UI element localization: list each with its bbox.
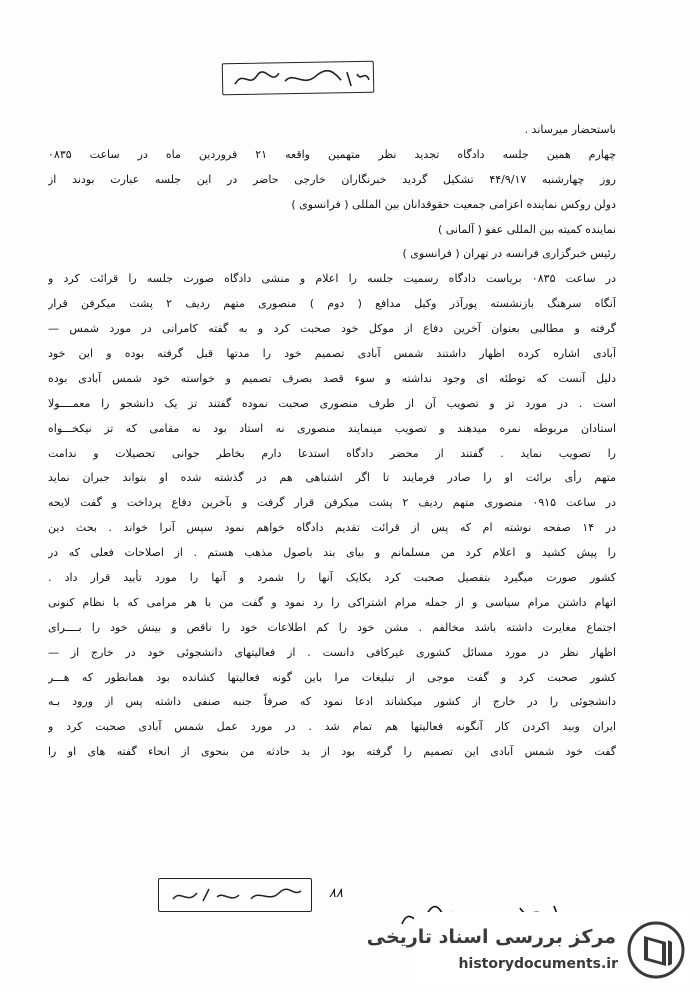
classification-stamp xyxy=(222,61,375,96)
document-line: اظهار نظر در مورد مسائل کشوری غیرکافی دانست . از فعالیتهای دانشجوئی خود در خارج از — xyxy=(48,645,616,659)
document-line: نماینده کمیته بین المللی عفو ( آلمانی ) xyxy=(437,222,616,236)
document-line: دولن روکس نماینده اعزامی جمعیت حقوقدانان بین المللی ( فرانسوی ) xyxy=(291,197,616,211)
document-line: در ساعت ۰۸۳۵ بریاست دادگاه رسمیت جلسه را اعلام و منشی دادگاه صورت جلسه را قرائت کرد و xyxy=(48,272,616,286)
document-line: است . در مورد تز و تصویب آن از طرف منصوری صحبت نموده گفتند تز یک دانشجو را معمــــولا xyxy=(48,396,616,410)
archive-logo-icon xyxy=(626,920,686,980)
document-line: استادان مربوطه نمره میدهند و تصویب مینمایند منصوری نه استاد بود نه مقامی که تز نیکخـــواه xyxy=(48,421,616,435)
document-line: آبادی اشاره کرده اظهار داشتند شمس آبادی تصمیم خود را مدتها قبل گرفته بوده و این خود xyxy=(48,347,616,361)
logo-url: historydocuments.ir xyxy=(458,956,618,972)
stamp-handwriting xyxy=(223,62,374,95)
stamp-handwriting xyxy=(159,879,311,911)
document-line: چهارم همین جلسه دادگاه تجدید نظر متهمین واقعه ۲۱ فروردین ماه در ساعت ۰۸۳۵ xyxy=(48,147,616,161)
document-line: متهم رأی برائت او را صادر فرمایند تا اگر اشتباهی هم در گذشته شده او بتواند جبران نماید xyxy=(48,471,616,485)
document-line: در ساعت ۰۹۱۵ منصوری متهم ردیف ۲ پشت میکرفن قرار گرفت و بآخرین دفاع پرداخت و گفت لایحه xyxy=(48,496,616,510)
document-line: اجتماع مغایرت داشته باشد مخالفم . مشن خود را کم اطلاعات خود را ناقص و بینش خود را بــــرای xyxy=(48,620,616,634)
number-stamp xyxy=(158,878,312,912)
document-body xyxy=(48,118,616,765)
document-line: کشور صحبت کرد و گفت موجی از تبلیغات مرا باین گونه فعالیتها کشانده بود همانطور که هـــر xyxy=(48,670,616,684)
document-line: اتهام داشتن مرام سیاسی و از جمله مرام اشتراکی را رد نمود و گفت من با هر مرامی که با نظام کنونی xyxy=(48,595,616,609)
document-line: را تصویب نماید . گفتند از محضر دادگاه استدعا دارم بخاطر جوانی تحصیلات و ندامت xyxy=(48,446,616,460)
document-line: دلیل آنست که توطئه ای وجود نداشته و سوء قصد بصرف تصمیم و خواسته خود شمس آبادی بوده xyxy=(48,371,616,385)
archive-logo xyxy=(366,912,694,986)
document-line: دانشجوئی را در خارج از کشور میکشاند ادعا نمود که صرفاً جنبه صنفی داشته پس از ورود بـه xyxy=(48,695,616,709)
document-line: ایران وبید اکردن کار آنگونه فعالیتها هم تمام شد . در مورد عمل شمس آبادی صحبت کرد و xyxy=(48,720,616,734)
document-line: رئیس خبرگزاری فرانسه در تهران ( فرانسوی ) xyxy=(402,247,616,261)
document-line: در ۱۴ صفحه نوشته ام که پس از قرائت تقدیم دادگاه خواهم نمود سپس آنرا خواند . بحث دین xyxy=(48,521,616,535)
document-line: روز چهارشنبه ۴۴/۹/۱۷ تشکیل گردید خبرنگاران خارجی حاضر در این جلسه عبارت بودند از xyxy=(48,172,616,186)
margin-mark: ۸۸ xyxy=(329,886,343,901)
logo-name: مرکز بررسی اسناد تاریخی xyxy=(366,926,616,948)
document-line: گفت خود شمس آبادی این تصمیم را گرفته بود از بد حادثه من بنحوی از انحاء گفته های او را xyxy=(48,745,616,759)
document-line: را پیش کشید و اعلام کرد من مسلمانم و بیای بند باصول مذهب هستم . از اصلاحات فعلی که در xyxy=(48,546,616,560)
document-line: کشور صورت میگیرد بتفصیل صحبت کرد یکایک آنها را شمرد و آنها را مورد تأیید قرار داد . xyxy=(48,571,616,585)
document-line: آنگاه سرهنگ بازنشسته پورآذر وکیل مدافع ( دوم ) منصوری متهم ردیف ۲ پشت میکرفن قرار xyxy=(48,297,616,311)
document-line: باستحضار میرساند . xyxy=(524,123,616,136)
document-line: گرفته و مطالبی بعنوان آخرین دفاع از موکل خود صحبت کرد و به گفته کامرانی در مورد شمس — xyxy=(48,322,616,336)
